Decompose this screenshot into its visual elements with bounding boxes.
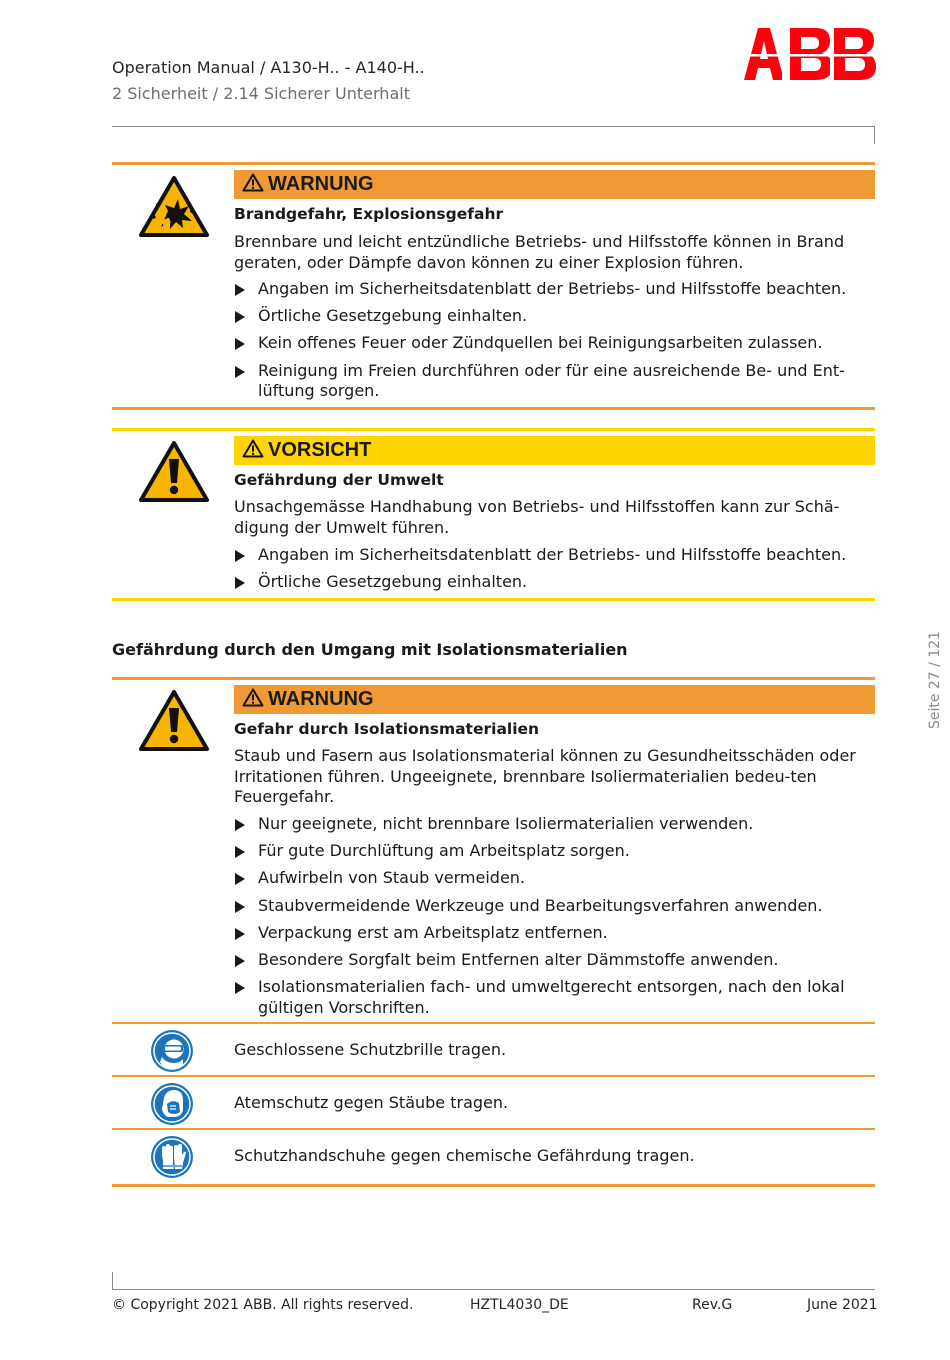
action-text: Verpackung erst am Arbeitsplatz entfernen. xyxy=(258,922,608,942)
ppe-goggles-text: Geschlossene Schutzbrille tragen. xyxy=(234,1040,507,1059)
warning-top-bar xyxy=(112,162,875,165)
action-item xyxy=(234,977,874,1018)
caution-top-bar xyxy=(112,428,875,431)
bullet-arrow-icon xyxy=(235,577,245,589)
safety-goggles-icon xyxy=(150,1029,194,1077)
hazard-heading: Gefahr durch Isolationsmaterialien xyxy=(234,720,540,738)
action-item xyxy=(234,841,874,862)
action-list xyxy=(234,279,874,408)
caution-signal-bar xyxy=(234,436,875,465)
warning-triangle-icon xyxy=(242,173,264,196)
document-title: Operation Manual / A130-H.. - A140-H.. xyxy=(112,58,425,77)
caution-box-environment xyxy=(112,428,875,604)
abb-logo-graphic xyxy=(744,28,876,82)
footer-rule-tick xyxy=(112,1272,113,1290)
signal-word: WARNUNG xyxy=(268,688,374,710)
hazard-heading: Gefährdung der Umwelt xyxy=(234,471,444,489)
action-item xyxy=(234,923,874,944)
action-item xyxy=(234,868,874,889)
action-text: Isolationsmaterialien fach- und umweltgerecht entsorgen, nach den lokal gültigen Vorschriften. xyxy=(258,977,845,1017)
respirator-mask-icon xyxy=(150,1082,194,1130)
footer-rule xyxy=(112,1289,875,1290)
page-number-label: Seite 27 / 121 xyxy=(927,630,943,730)
action-text: Nur geeignete, nicht brennbare Isoliermaterialien verwenden. xyxy=(258,814,754,833)
warning-box-fire-explosion xyxy=(112,162,875,412)
caution-bottom-bar xyxy=(112,598,875,601)
header-rule-tick xyxy=(874,126,875,144)
bullet-arrow-icon xyxy=(235,901,245,913)
explosion-hazard-icon xyxy=(138,175,210,243)
abb-logo xyxy=(744,28,876,86)
footer-copyright: © Copyright 2021 ABB. All rights reserved. xyxy=(112,1297,414,1313)
action-text: Örtliche Gesetzgebung einhalten. xyxy=(258,572,528,592)
ppe-respirator-text: Atemschutz gegen Stäube tragen. xyxy=(234,1093,509,1112)
action-item xyxy=(234,361,874,402)
bullet-arrow-icon xyxy=(235,928,245,940)
bullet-arrow-icon xyxy=(235,982,245,994)
action-item xyxy=(234,333,874,354)
hazard-description: Staub und Fasern aus Isolationsmaterial können zu Gesundheitsschäden oder Irritationen führen. Ungeeignete, brennbare Isoliermaterialien bedeu-ten Feuergefahr. xyxy=(234,746,856,806)
action-text: Besondere Sorgfalt beim Entfernen alter Dämmstoffe anwenden. xyxy=(258,949,779,969)
header-rule xyxy=(112,126,875,127)
general-warning-icon xyxy=(138,440,210,508)
action-item xyxy=(234,306,874,327)
warning-signal-bar xyxy=(234,170,875,199)
bullet-arrow-icon xyxy=(235,366,245,378)
action-item xyxy=(234,572,874,593)
action-text: Für gute Durchlüftung am Arbeitsplatz sorgen. xyxy=(258,841,630,861)
bullet-arrow-icon xyxy=(235,284,245,296)
ppe-divider xyxy=(112,1128,875,1130)
footer-doc-id: HZTL4030_DE xyxy=(470,1297,569,1313)
action-text: Aufwirbeln von Staub vermeiden. xyxy=(258,868,526,888)
warning-bottom-bar xyxy=(112,1184,875,1187)
action-text: Angaben im Sicherheitsdatenblatt der Betriebs- und Hilfsstoffe beachten. xyxy=(258,545,847,564)
hazard-description: Unsachgemässe Handhabung von Betriebs- und Hilfsstoffen kann zur Schä-digung der Umwelt führen. xyxy=(234,497,840,537)
bullet-arrow-icon xyxy=(235,955,245,967)
page-number-side xyxy=(920,625,950,735)
warning-triangle-icon xyxy=(242,439,264,462)
signal-word: VORSICHT xyxy=(268,439,372,461)
action-item xyxy=(234,545,874,566)
action-text: Staubvermeidende Werkzeuge und Bearbeitungsverfahren anwenden. xyxy=(258,895,823,915)
section-heading: Gefährdung durch den Umgang mit Isolationsmaterialien xyxy=(112,640,628,659)
ppe-divider xyxy=(112,1075,875,1077)
signal-word: WARNUNG xyxy=(268,173,374,195)
warning-signal-bar xyxy=(234,685,875,714)
footer-date: June 2021 xyxy=(807,1297,878,1313)
action-item xyxy=(234,814,874,835)
bullet-arrow-icon xyxy=(235,873,245,885)
ppe-divider xyxy=(112,1022,875,1024)
bullet-arrow-icon xyxy=(235,550,245,562)
warning-top-bar xyxy=(112,677,875,680)
action-text: Kein offenes Feuer oder Zündquellen bei Reinigungsarbeiten zulassen. xyxy=(258,333,823,353)
warning-bottom-bar xyxy=(112,407,875,410)
footer-revision: Rev.G xyxy=(692,1297,733,1313)
action-list xyxy=(234,814,874,1025)
bullet-arrow-icon xyxy=(235,338,245,350)
bullet-arrow-icon xyxy=(235,819,245,831)
action-item xyxy=(234,950,874,971)
action-list xyxy=(234,545,874,599)
action-item xyxy=(234,279,874,300)
bullet-arrow-icon xyxy=(235,311,245,323)
protective-gloves-icon xyxy=(150,1135,194,1183)
warning-box-insulation xyxy=(112,677,875,1191)
action-text: Angaben im Sicherheitsdatenblatt der Betriebs- und Hilfsstoffe beachten. xyxy=(258,279,847,298)
action-text: Reinigung im Freien durchführen oder für eine ausreichende Be- und Ent-lüftung sorgen. xyxy=(258,360,845,401)
action-item xyxy=(234,896,874,917)
warning-triangle-icon xyxy=(242,688,264,711)
ppe-gloves-text: Schutzhandschuhe gegen chemische Gefährdung tragen. xyxy=(234,1146,695,1165)
hazard-description: Brennbare und leicht entzündliche Betriebs- und Hilfsstoffe können in Brand geraten, oder Dämpfe davon können zu einer Explosion führen. xyxy=(234,232,845,272)
breadcrumb: 2 Sicherheit / 2.14 Sicherer Unterhalt xyxy=(112,84,410,103)
hazard-heading: Brandgefahr, Explosionsgefahr xyxy=(234,205,504,223)
general-warning-icon xyxy=(138,689,210,757)
action-text: Örtliche Gesetzgebung einhalten. xyxy=(258,306,528,326)
bullet-arrow-icon xyxy=(235,846,245,858)
